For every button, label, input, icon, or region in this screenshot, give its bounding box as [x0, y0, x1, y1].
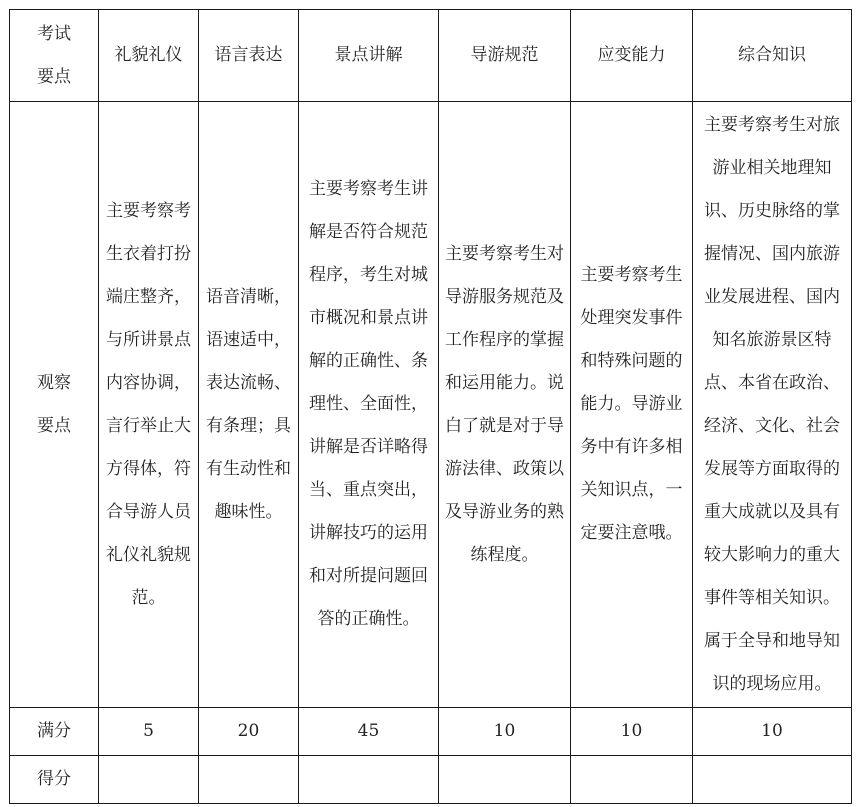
- observation-cell-explanation: 主要考察考生讲解是否符合规范程序，考生对城市概况和景点讲解的正确性、条理性、全面性，讲解是否详略得当、重点突出，讲解技巧的运用和对所提问题回答的正确性。: [299, 102, 439, 708]
- observation-cell-etiquette: 主要考察考生衣着打扮端庄整齐，与所讲景点内容协调，言行举止大方得体，符合导游人员礼仪礼貌规范。: [99, 102, 199, 708]
- score-explanation: [299, 756, 439, 804]
- full-score-row-label: 满分: [10, 708, 99, 756]
- observation-cell-adaptability: 主要考察考生处理突发事件和特殊问题的能力。导游业务中有许多相关知识点，一定要注意哦。: [571, 102, 693, 708]
- column-header-language: 语言表达: [199, 10, 299, 102]
- score-knowledge: [693, 756, 852, 804]
- score-row-label: 得分: [10, 756, 99, 804]
- observation-cell-norms: 主要考察考生对导游服务规范及工作程序的掌握和运用能力。说白了就是对于导游法律、政策以及导游业务的熟练程度。: [439, 102, 571, 708]
- score-language: [199, 756, 299, 804]
- column-header-etiquette: 礼貌礼仪: [99, 10, 199, 102]
- header-row-label-line1: 考试: [37, 23, 71, 44]
- full-score-row: [10, 708, 852, 756]
- score-etiquette: [99, 756, 199, 804]
- exam-scoring-table: [9, 9, 852, 804]
- column-header-adaptability: 应变能力: [571, 10, 693, 102]
- full-score-etiquette: 5: [99, 708, 199, 756]
- full-score-knowledge: 10: [693, 708, 852, 756]
- full-score-adaptability: 10: [571, 708, 693, 756]
- observation-row: [10, 102, 852, 708]
- header-row-label-line2: 要点: [37, 66, 71, 87]
- score-row: [10, 756, 852, 804]
- full-score-explanation: 45: [299, 708, 439, 756]
- observation-row-label-line2: 要点: [37, 415, 71, 436]
- column-header-norms: 导游规范: [439, 10, 571, 102]
- score-norms: [439, 756, 571, 804]
- observation-cell-knowledge: 主要考察考生对旅游业相关地理知识、历史脉络的掌握情况、国内旅游业发展进程、国内知名旅游景区特点、本省在政治、经济、文化、社会发展等方面取得的重大成就以及具有较大影响力的重大事件等相关知识。属于全导和地导知识的现场应用。: [693, 102, 852, 708]
- header-row-label: [10, 10, 99, 102]
- header-row: [10, 10, 852, 102]
- observation-row-label-line1: 观察: [37, 372, 71, 393]
- column-header-knowledge: 综合知识: [693, 10, 852, 102]
- score-adaptability: [571, 756, 693, 804]
- observation-row-label: [10, 102, 99, 708]
- full-score-norms: 10: [439, 708, 571, 756]
- observation-cell-language: 语音清晰，语速适中，表达流畅、有条理；具有生动性和趣味性。: [199, 102, 299, 708]
- full-score-language: 20: [199, 708, 299, 756]
- column-header-explanation: 景点讲解: [299, 10, 439, 102]
